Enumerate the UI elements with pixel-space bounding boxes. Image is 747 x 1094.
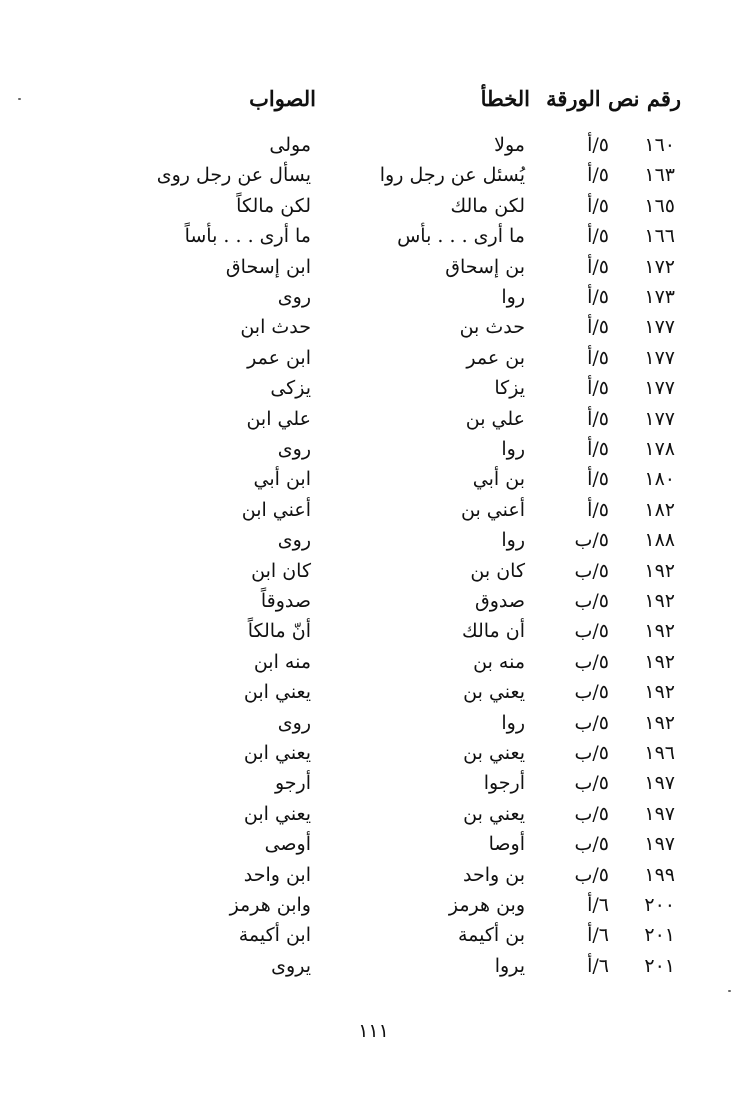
table-row bbox=[0, 799, 747, 829]
row-number: ١٧٨ bbox=[644, 438, 675, 460]
row-number: ١٨٨ bbox=[644, 529, 675, 552]
row-correct: يعني ابن bbox=[243, 681, 311, 704]
row-location: ٥/ب bbox=[574, 559, 609, 582]
table-row bbox=[0, 404, 747, 434]
row-location: ٥/أ bbox=[587, 316, 609, 339]
row-error: روا bbox=[501, 286, 525, 308]
row-error: أوصا bbox=[488, 833, 525, 856]
row-location: ٥/ب bbox=[574, 863, 609, 886]
scan-speck bbox=[18, 98, 21, 100]
row-location: ٥/أ bbox=[587, 346, 609, 369]
table-row bbox=[0, 556, 747, 586]
row-correct: روى bbox=[277, 529, 311, 552]
row-error: صدوق bbox=[474, 590, 525, 612]
table-row bbox=[0, 191, 747, 221]
row-correct: أرجو bbox=[274, 772, 311, 795]
row-number: ١٩٦ bbox=[644, 742, 675, 764]
row-correct: منه ابن bbox=[253, 650, 311, 673]
row-number: ١٦٥ bbox=[644, 194, 675, 217]
table-row bbox=[0, 343, 747, 373]
row-location: ٦/أ bbox=[587, 924, 609, 947]
row-correct: علي ابن bbox=[246, 407, 311, 430]
row-location: ٥/ب bbox=[574, 833, 609, 856]
table-row bbox=[0, 860, 747, 890]
row-correct: يروى bbox=[271, 954, 311, 977]
row-correct: ابن عمر bbox=[247, 346, 311, 369]
row-correct: ما أرى . . . بأساً bbox=[184, 225, 311, 248]
row-error: روا bbox=[501, 711, 525, 734]
row-location: ٥/ب bbox=[574, 650, 609, 673]
row-error: مولا bbox=[494, 134, 525, 156]
row-correct: روى bbox=[277, 711, 311, 734]
row-error: أرجوا bbox=[483, 772, 525, 795]
row-number: ٢٠٠ bbox=[644, 894, 675, 916]
row-correct: أعني ابن bbox=[241, 498, 311, 521]
row-error: يعني بن bbox=[463, 802, 525, 825]
table-row bbox=[0, 525, 747, 555]
row-error: علي بن bbox=[465, 407, 525, 430]
row-correct: ابن أبي bbox=[253, 468, 311, 491]
row-location: ٥/أ bbox=[587, 438, 609, 460]
row-location: ٥/أ bbox=[587, 286, 609, 308]
page-number: ١١١ bbox=[358, 1020, 389, 1042]
row-number: ١٨٠ bbox=[644, 468, 675, 491]
row-location: ٥/ب bbox=[574, 681, 609, 704]
row-number: ١٧٧ bbox=[644, 316, 675, 339]
row-number: ١٧٢ bbox=[644, 255, 675, 278]
row-location: ٥/ب bbox=[574, 802, 609, 825]
table-row bbox=[0, 495, 747, 525]
row-error: ما أرى . . . بأس bbox=[397, 225, 525, 248]
table-row bbox=[0, 373, 747, 403]
row-number: ١٩٢ bbox=[644, 590, 675, 612]
row-error: منه بن bbox=[473, 650, 525, 673]
table-row bbox=[0, 130, 747, 160]
table-row bbox=[0, 768, 747, 798]
table-row bbox=[0, 464, 747, 494]
header-error: الخطأ bbox=[480, 86, 530, 111]
header-correct: الصواب bbox=[249, 86, 316, 111]
row-number: ١٩٩ bbox=[644, 863, 675, 886]
row-location: ٥/أ bbox=[587, 498, 609, 521]
row-location: ٥/أ bbox=[587, 255, 609, 278]
row-error: يُسئل عن رجل روا bbox=[379, 164, 525, 187]
table-row bbox=[0, 282, 747, 312]
row-correct: يعني ابن bbox=[243, 802, 311, 825]
table-row bbox=[0, 312, 747, 342]
table-row bbox=[0, 920, 747, 950]
row-error: حدث بن bbox=[459, 316, 525, 339]
row-error: يزكا bbox=[494, 377, 525, 400]
row-location: ٦/أ bbox=[587, 954, 609, 977]
row-location: ٥/أ bbox=[587, 194, 609, 217]
row-correct: لكن مالكاً bbox=[236, 194, 311, 217]
row-correct: ابن أكيمة bbox=[238, 924, 311, 947]
row-error: بن عمر bbox=[466, 346, 525, 369]
row-error: كان بن bbox=[470, 559, 525, 582]
row-number: ١٩٢ bbox=[644, 559, 675, 582]
row-error: يعني بن bbox=[463, 681, 525, 704]
table-row bbox=[0, 616, 747, 646]
table-row bbox=[0, 221, 747, 251]
table-row bbox=[0, 829, 747, 859]
row-location: ٥/أ bbox=[587, 468, 609, 491]
row-location: ٥/ب bbox=[574, 529, 609, 552]
row-number: ١٧٧ bbox=[644, 346, 675, 369]
row-error: بن إسحاق bbox=[445, 255, 525, 278]
row-number: ١٩٢ bbox=[644, 711, 675, 734]
row-number: ١٧٧ bbox=[644, 407, 675, 430]
row-error: وبن هرمز bbox=[448, 894, 525, 916]
row-number: ٢٠١ bbox=[644, 924, 675, 947]
table-row bbox=[0, 890, 747, 920]
row-location: ٥/ب bbox=[574, 772, 609, 795]
row-number: ١٧٣ bbox=[644, 286, 675, 308]
row-correct: روى bbox=[277, 438, 311, 460]
row-location: ٥/ب bbox=[574, 590, 609, 612]
row-error: لكن مالك bbox=[450, 194, 525, 217]
row-correct: يزكى bbox=[270, 377, 311, 400]
table-row bbox=[0, 160, 747, 190]
row-correct: وابن هرمز bbox=[229, 894, 311, 916]
table-row bbox=[0, 738, 747, 768]
row-number: ١٩٧ bbox=[644, 802, 675, 825]
row-number: ١٩٧ bbox=[644, 772, 675, 795]
table-row bbox=[0, 252, 747, 282]
row-correct: يعني ابن bbox=[243, 742, 311, 764]
row-correct: مولى bbox=[269, 134, 311, 156]
table-row bbox=[0, 951, 747, 981]
row-number: ١٦٠ bbox=[644, 134, 675, 156]
row-location: ٥/أ bbox=[587, 134, 609, 156]
row-location: ٥/أ bbox=[587, 164, 609, 187]
row-correct: صدوقاً bbox=[260, 590, 311, 612]
row-number: ١٦٦ bbox=[644, 225, 675, 248]
row-number: ٢٠١ bbox=[644, 954, 675, 977]
row-error: روا bbox=[501, 529, 525, 552]
row-number: ١٩٢ bbox=[644, 620, 675, 643]
row-location: ٥/أ bbox=[587, 225, 609, 248]
row-number: ١٦٣ bbox=[644, 164, 675, 187]
scan-speck bbox=[728, 990, 731, 992]
row-number: ١٩٢ bbox=[644, 650, 675, 673]
row-location: ٥/أ bbox=[587, 377, 609, 400]
row-number: ١٩٢ bbox=[644, 681, 675, 704]
header-ref: رقم نص الورقة bbox=[546, 86, 681, 111]
row-error: يعني بن bbox=[463, 742, 525, 764]
row-correct: أنّ مالكاً bbox=[247, 620, 311, 643]
table-row bbox=[0, 647, 747, 677]
row-correct: روى bbox=[277, 286, 311, 308]
row-correct: ابن إسحاق bbox=[225, 255, 311, 278]
row-number: ١٨٢ bbox=[644, 498, 675, 521]
row-location: ٥/ب bbox=[574, 711, 609, 734]
row-correct: أوصى bbox=[264, 833, 311, 856]
row-location: ٥/ب bbox=[574, 742, 609, 764]
row-error: أن مالك bbox=[461, 620, 525, 643]
row-correct: كان ابن bbox=[251, 559, 311, 582]
row-error: يروا bbox=[494, 954, 525, 977]
table-row bbox=[0, 586, 747, 616]
row-correct: يسأل عن رجل روى bbox=[156, 164, 311, 187]
row-location: ٥/ب bbox=[574, 620, 609, 643]
table-row bbox=[0, 677, 747, 707]
row-number: ١٧٧ bbox=[644, 377, 675, 400]
row-error: أعني بن bbox=[461, 498, 525, 521]
row-error: بن أكيمة bbox=[457, 924, 525, 947]
table-row bbox=[0, 434, 747, 464]
row-error: بن واحد bbox=[463, 863, 525, 886]
row-error: بن أبي bbox=[472, 468, 525, 491]
row-location: ٦/أ bbox=[587, 894, 609, 916]
row-correct: حدث ابن bbox=[240, 316, 311, 339]
table-row bbox=[0, 708, 747, 738]
row-number: ١٩٧ bbox=[644, 833, 675, 856]
row-location: ٥/أ bbox=[587, 407, 609, 430]
row-error: روا bbox=[501, 438, 525, 460]
row-correct: ابن واحد bbox=[243, 863, 311, 886]
